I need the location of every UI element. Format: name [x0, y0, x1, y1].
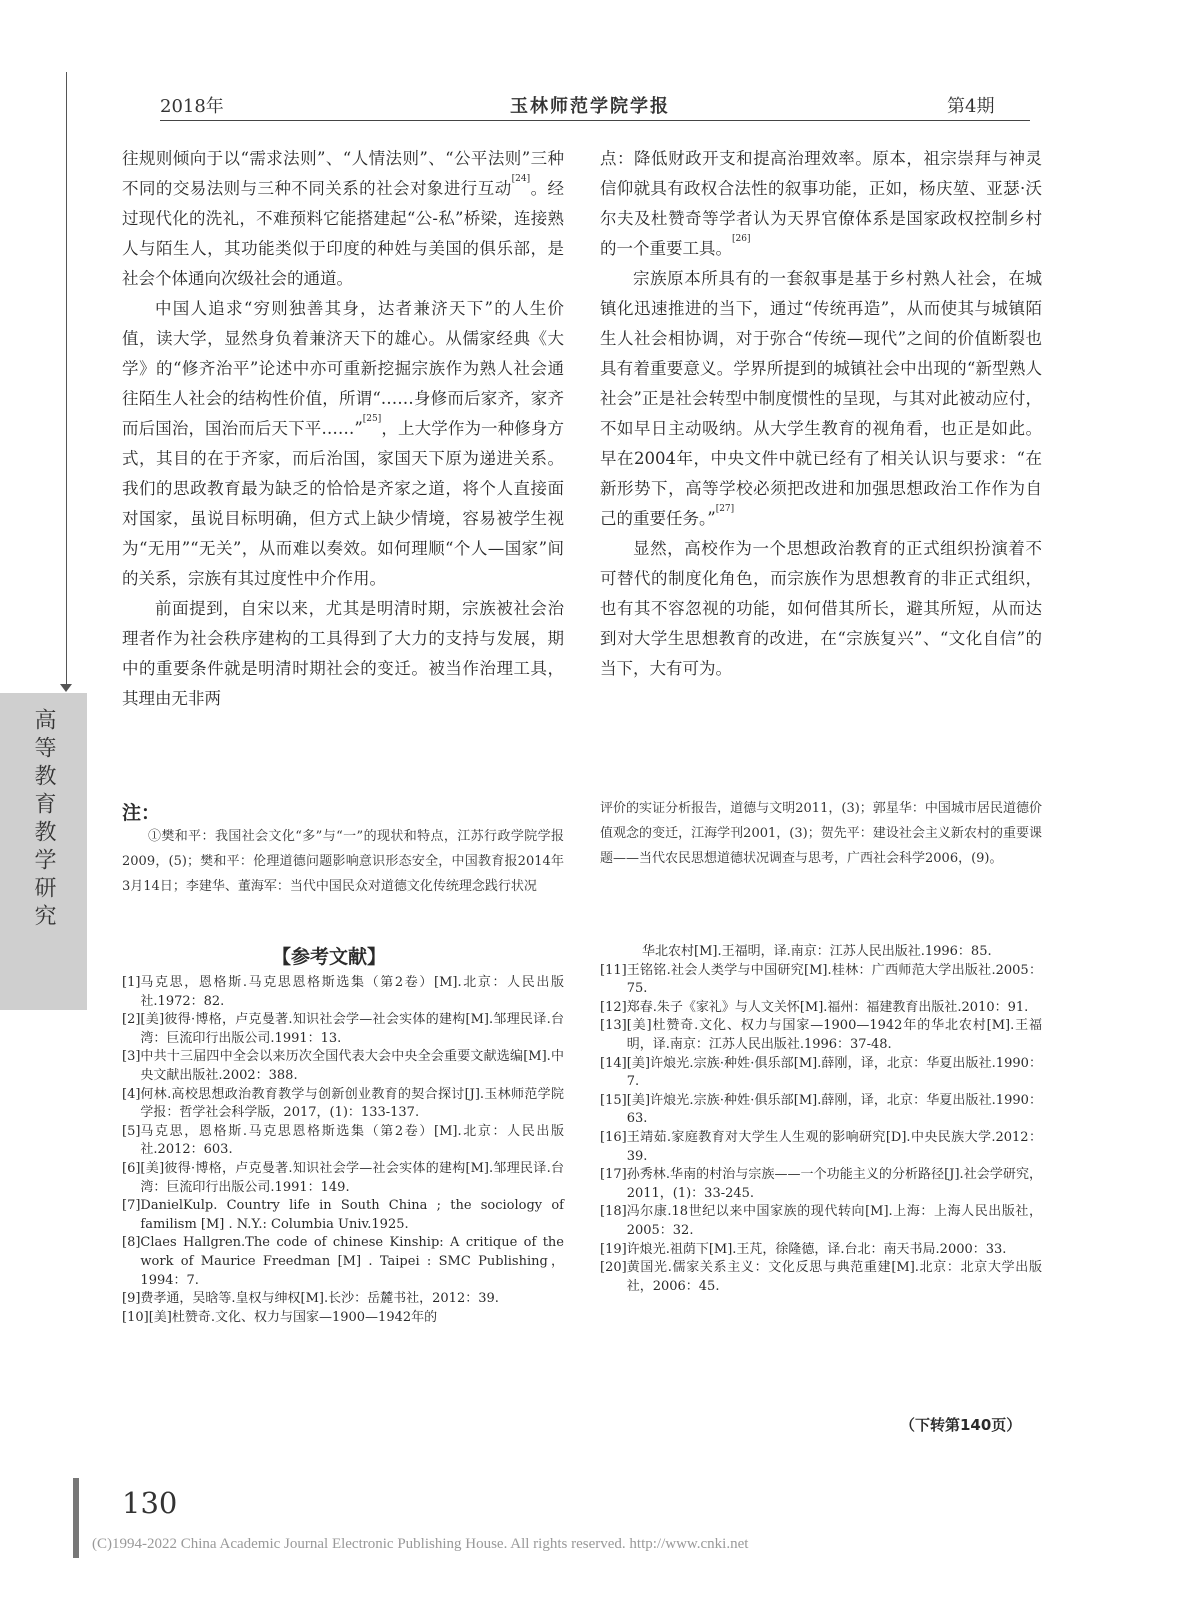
reference-item: [2] [美]彼得·博格，卢克曼著.知识社会学—社会实体的建构[M].邹理民译.台湾：巨流印行出版公司.1991：13.: [122, 1012, 564, 1046]
reference-item: [6] [美]彼得·博格，卢克曼著.知识社会学—社会实体的建构[M].邹理民译.台湾：巨流印行出版公司.1991：149.: [122, 1160, 564, 1195]
reference-item: [14] [美]许烺光.宗族·种姓·俱乐部[M].薛刚，译，北京：华夏出版社.1990：7.: [600, 1055, 1042, 1090]
reference-item: [8] Claes Hallgren.The code of chinese Kinship: A critique of the work of Maurice Freedman [M] . Taipei : SMC Publishing，1994：7.: [122, 1235, 564, 1288]
body-paragraph: 前面提到，自宋以来，尤其是明清时期，宗族被社会治理者作为社会秩序建构的工具得到了大力的支持与发展，期中的重要条件就是明清时期社会的变迁。被当作治理工具，其理由无非两: [122, 599, 564, 708]
reference-item: [20] 黄国光.儒家关系主义：文化反思与典范重建[M].北京：北京大学出版社，2006：45.: [600, 1260, 1042, 1294]
references-title: 【参考文献】: [272, 946, 387, 968]
reference-item: [4] 何林.高校思想政治教育教学与创新创业教育的契合探讨[J].玉林师范学院学报：哲学社会科学版，2017，(1)：133-137.: [122, 1086, 564, 1121]
reference-item: [3] 中共十三届四中全会以来历次全国代表大会中央全会重要文献选编[M].中央文献出版社.2002：388.: [122, 1049, 564, 1083]
sidebar-section-label: 高等教育教学研究: [31, 708, 56, 932]
continued-on-note: （下转第140页）: [900, 1416, 1022, 1434]
body-paragraph: 显然，高校作为一个思想政治教育的正式组织扮演着不可替代的制度化角色，而宗族作为思想教育的非正式组织，也有其不容忽视的功能，如何借其所长，避其所短，从而达到对大学生思想教育的改进，在“宗族复兴”、“文化自信”的当下，大有可为。: [600, 539, 1042, 678]
body-right-column: [600, 144, 1042, 684]
notes-title: 注：: [122, 802, 161, 824]
sidebar-arrow-icon: [60, 684, 72, 692]
reference-item: [19] 许烺光.祖荫下[M].王芃，徐隆德，译.台北：南天书局.2000：33.: [600, 1241, 1007, 1257]
header-year: 2018年: [160, 96, 224, 117]
reference-item: [9] 费孝通，吴晗等.皇权与绅权[M].长沙：岳麓书社，2012：39.: [122, 1291, 499, 1307]
note-text: ①樊和平：我国社会文化“多”与“一”的现状和特点，江苏行政学院学报2009，(5)；樊和平：伦理道德问题影响意识形态安全，中国教育报2014年3月14日；李建华、董海军：当代中国民众对道德文化传统理念践行状况: [122, 829, 564, 894]
reference-item: [13] [美]杜赞奇.文化、权力与国家—1900—1942年的华北农村[M].王福明，译.南京：江苏人民出版社.1996：37-48.: [600, 1018, 1042, 1052]
note-text: 评价的实证分析报告，道德与文明2011，(3)；郭星华：中国城市居民道德价值观念的变迁，江海学刊2001，(3)；贺先平：建设社会主义新农村的重要课题——当代农民思想道德状况调查与思考，广西社会科学2006，(9)。: [600, 801, 1042, 866]
body-left-column: [122, 144, 564, 714]
margin-bar: [73, 1478, 79, 1558]
reference-item: [15] [美]许烺光.宗族·种姓·俱乐部[M].薛刚，译，北京：华夏出版社.1990：63.: [600, 1092, 1042, 1127]
reference-item: [5] 马克思，恩格斯.马克思恩格斯选集（第2卷）[M].北京：人民出版社.2012：603.: [122, 1123, 564, 1158]
page-number: 130: [122, 1486, 178, 1520]
reference-item: [11] 王铭铭.社会人类学与中国研究[M].桂林：广西师范大学出版社.2005：75.: [600, 962, 1042, 997]
header-journal-title: 玉林师范学院学报: [510, 96, 670, 117]
copyright-footer: (C)1994-2022 China Academic Journal Electronic Publishing House. All rights reserved. http://www.cnki.net: [92, 1536, 749, 1552]
body-paragraph: 宗族原本所具有的一套叙事是基于乡村熟人社会，在城镇化迅速推进的当下，通过“传统再造”，从而使其与城镇陌生人社会相协调，对于弥合“传统—现代”之间的价值断裂也具有着重要意义。学界所提到的城镇社会中出现的“新型熟人社会”正是社会转型中制度惯性的呈现，与其对此被动应付，不如早日主动吸纳。从大学生教育的视角看，也正是如此。早在2004年，中央文件中就已经有了相关认识与要求：“在新形势下，高等学校必须把改进和加强思想政治工作作为自己的重要任务。”[27]: [600, 269, 1042, 528]
reference-continuation: 华北农村[M].王福明，译.南京：江苏人民出版社.1996：85.: [642, 944, 992, 959]
header-issue: 第4期: [947, 96, 995, 117]
citation: [26]: [732, 234, 751, 244]
citation: [24]: [511, 174, 531, 184]
notes-left: [122, 824, 564, 899]
reference-item: [1] 马克思，恩格斯.马克思恩格斯选集（第2卷）[M].北京：人民出版社.1972：82.: [122, 975, 564, 1009]
reference-item: [12] 郑春.朱子《家礼》与人文关怀[M].福州：福建教育出版社.2010：91.: [600, 999, 1029, 1015]
references-left: [122, 974, 564, 1327]
header-rule: [160, 120, 1030, 121]
body-paragraph: 往规则倾向于以“需求法则”、“人情法则”、“公平法则”三种不同的交易法则与三种不同关系的社会对象进行互动[24]。经过现代化的洗礼，不难预料它能搭建起“公-私”桥梁，连接熟人与陌生人，其功能类似于印度的种姓与美国的俱乐部，是社会个体通向次级社会的通道。: [122, 149, 565, 288]
citation: [27]: [715, 504, 735, 514]
notes-right: [600, 796, 1042, 871]
citation: [25]: [362, 414, 382, 424]
references-right: [600, 943, 1042, 1296]
reference-item: [16] 王靖茹.家庭教育对大学生人生观的影响研究[D].中央民族大学.2012：39.: [600, 1129, 1042, 1164]
body-paragraph: 点：降低财政开支和提高治理效率。原本，祖宗崇拜与神灵信仰就具有政权合法性的叙事功能，正如，杨庆堃、亚瑟·沃尔夫及杜赞奇等学者认为天界官僚体系是国家政权控制乡村的一个重要工具。[26]: [600, 149, 1042, 258]
reference-item: [18] 冯尔康.18世纪以来中国家族的现代转向[M].上海：上海人民出版社，2005：32.: [600, 1204, 1042, 1238]
reference-item: [10] [美]杜赞奇.文化、权力与国家—1900—1942年的: [122, 1309, 438, 1325]
reference-item: [17] 孙秀林.华南的村治与宗族——一个功能主义的分析路径[J].社会学研究，2011，(1)：33-245.: [600, 1167, 1042, 1201]
body-paragraph: 中国人追求“穷则独善其身，达者兼济天下”的人生价值，读大学，显然身负着兼济天下的雄心。从儒家经典《大学》的“修齐治平”论述中亦可重新挖掘宗族作为熟人社会通往陌生人社会的结构性价值，所谓“……身修而后家齐，家齐而后国治，国治而后天下平……”[25]，上大学作为一种修身方式，其目的在于齐家，而后治国，家国天下原为递进关系。我们的思政教育最为缺乏的恰恰是齐家之道，将个人直接面对国家，虽说目标明确，但方式上缺少情境，容易被学生视为“无用”“无关”，从而难以奏效。如何理顺“个人—国家”间的关系，宗族有其过度性中介作用。: [122, 299, 564, 588]
sidebar-line: [66, 72, 67, 690]
reference-item: [7] DanielKulp. Country life in South China ; the sociology of familism [M] . N.Y.: Columbia Univ.1925.: [122, 1198, 564, 1232]
